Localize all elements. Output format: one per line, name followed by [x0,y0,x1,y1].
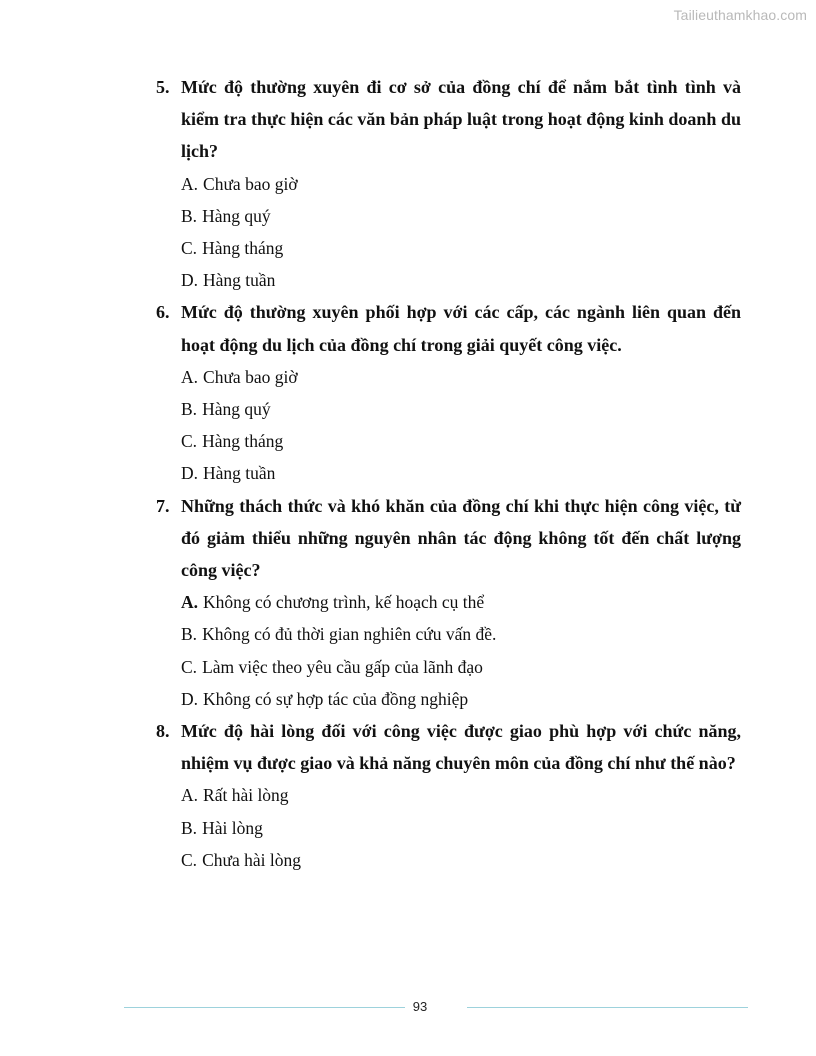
footer-divider-right [467,1007,748,1008]
answer-option [181,361,741,393]
footer-divider-left [124,1007,405,1008]
option-letter: B. [181,399,198,420]
option-text: Hàng tuần [203,463,276,484]
option-letter: C. [181,656,198,677]
option-letter: C. [181,849,198,870]
option-text: Chưa bao giờ [203,173,298,194]
question-number: 7. [156,495,170,516]
option-text: Hàng tháng [202,431,284,452]
option-text: Làm việc theo yêu cầu gấp của lãnh đạo [202,656,483,677]
option-letter: A. [181,366,199,387]
option-letter: D. [181,463,199,484]
option-letter: A. [181,592,199,613]
question-block [156,296,741,489]
question-number: 6. [156,302,170,323]
answer-option [181,779,741,811]
answer-option [181,586,741,618]
question-number: 5. [156,77,170,97]
question-block [156,71,741,296]
option-text: Không có chương trình, kế hoạch cụ thể [203,592,485,613]
answer-option [181,264,741,296]
question-number: 8. [156,721,170,742]
option-text: Hàng quý [202,399,271,420]
question-text: Mức độ thường xuyên đi cơ sở của đồng chí để nắm bắt tình tình và kiểm tra thực hiện các văn bản pháp luật trong hoạt động kinh doanh du lịch? [181,77,741,162]
option-text: Hàng quý [202,205,271,226]
watermark: Tailieuthamkhao.com [673,7,807,23]
answer-option [181,168,741,200]
answer-option [181,651,741,683]
answer-option [181,844,741,876]
question-text: Mức độ thường xuyên phối hợp với các cấp, các ngành liên quan đến hoạt động du lịch của đồng chí trong giải quyết công việc. [181,302,741,355]
option-text: Hài lòng [202,817,263,838]
option-letter: B. [181,624,198,645]
option-letter: A. [181,173,199,194]
option-text: Chưa hài lòng [202,849,301,870]
answer-option [181,200,741,232]
option-text: Không có sự hợp tác của đồng nghiệp [203,688,469,709]
option-letter: B. [181,817,198,838]
page-number: 93 [412,999,428,1014]
question [156,71,741,168]
option-text: Không có đủ thời gian nghiên cứu vấn đề. [202,624,497,645]
question-text: Những thách thức và khó khăn của đồng chí khi thực hiện công việc, từ đó giảm thiểu những nguyên nhân tác động không tốt đến chất lượng công việc? [181,495,741,581]
option-letter: A. [181,785,199,806]
question-text: Mức độ hài lòng đối với công việc được giao phù hợp với chức năng, nhiệm vụ được giao và khả năng chuyên môn của đồng chí như thế nào? [181,721,741,774]
option-text: Chưa bao giờ [203,366,298,387]
questionnaire [156,71,741,876]
option-text: Rất hài lòng [203,785,289,806]
question [156,490,741,587]
option-letter: D. [181,688,199,709]
answer-option [181,683,741,715]
option-letter: C. [181,431,198,452]
option-text: Hàng tháng [202,238,284,259]
option-letter: B. [181,205,198,226]
question [156,715,741,779]
answer-option [181,812,741,844]
option-letter: C. [181,238,198,259]
option-letter: D. [181,270,199,291]
answer-option [181,232,741,264]
question [156,296,741,360]
answer-option [181,457,741,489]
option-text: Hàng tuần [203,270,276,291]
answer-option [181,425,741,457]
answer-option [181,618,741,650]
question-block [156,715,741,876]
question-block [156,490,741,715]
answer-option [181,393,741,425]
